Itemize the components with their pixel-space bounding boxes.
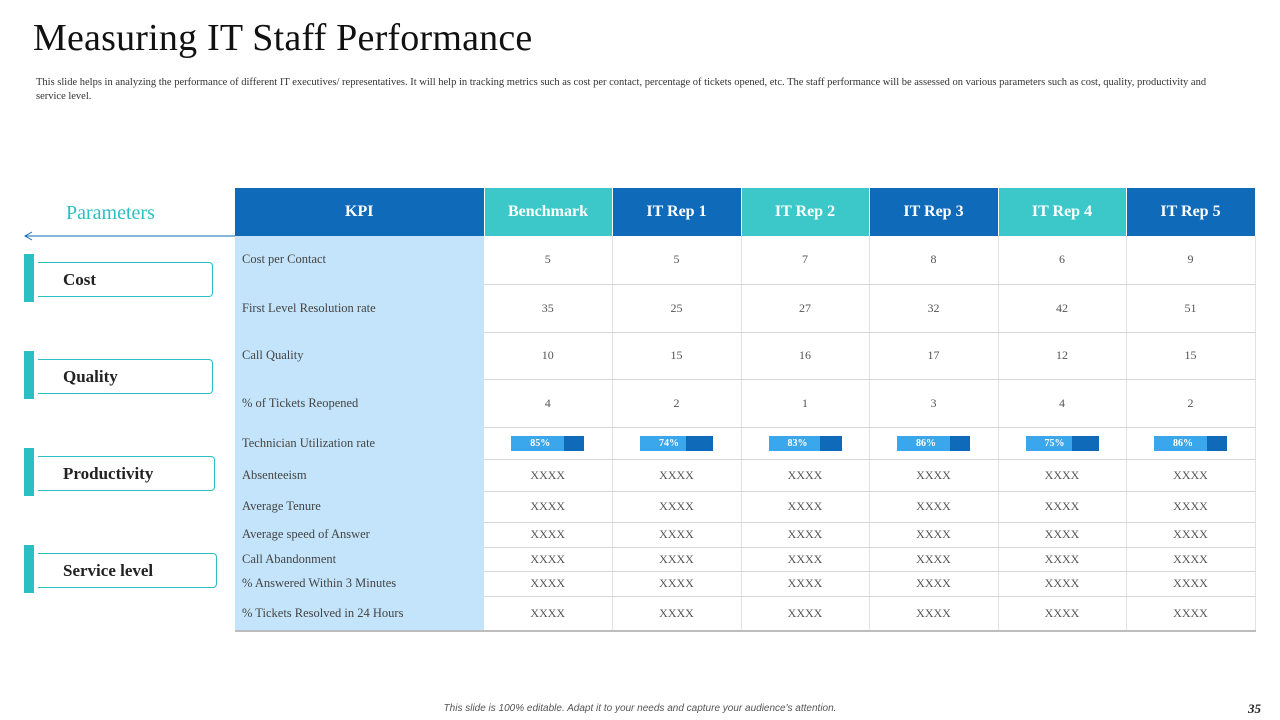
utilization-cell [1126, 427, 1255, 459]
kpi-value-cell: 12 [998, 332, 1126, 379]
utilization-value: 75% [1044, 437, 1065, 449]
utilization-value: 86% [1173, 437, 1193, 449]
utilization-cell [741, 427, 869, 459]
kpi-value-cell: 32 [869, 284, 998, 332]
table-row [235, 491, 1255, 522]
parameter-productivity [24, 448, 224, 496]
parameter-label: Productivity [63, 464, 154, 483]
parameter-accent-bar [24, 545, 34, 593]
utilization-cell [484, 427, 612, 459]
utilization-progress-bar [1154, 436, 1227, 451]
kpi-name-cell: Technician Utilization rate [235, 427, 484, 459]
kpi-value-cell: XXXX [869, 491, 998, 522]
kpi-value-cell: XXXX [998, 522, 1126, 547]
kpi-table [235, 188, 1256, 632]
kpi-name-cell: Average speed of Answer [235, 522, 484, 547]
utilization-value: 74% [659, 437, 679, 449]
kpi-value-cell: XXXX [484, 571, 612, 596]
kpi-value-cell: 25 [612, 284, 741, 332]
parameter-box [34, 359, 213, 394]
utilization-value: 85% [530, 437, 551, 449]
kpi-value-cell: XXXX [869, 522, 998, 547]
kpi-value-cell: XXXX [1126, 522, 1255, 547]
kpi-name-cell: First Level Resolution rate [235, 284, 484, 332]
header-it-rep-2: IT Rep 2 [741, 188, 869, 236]
kpi-value-cell: XXXX [741, 571, 869, 596]
table-row [235, 596, 1255, 631]
utilization-progress-bar [897, 436, 970, 451]
kpi-value-cell: XXXX [612, 547, 741, 571]
kpi-value-cell: 42 [998, 284, 1126, 332]
kpi-value-cell: 4 [484, 379, 612, 427]
kpi-name-cell: % Answered Within 3 Minutes [235, 571, 484, 596]
kpi-value-cell: XXXX [612, 596, 741, 631]
utilization-cell [612, 427, 741, 459]
utilization-progress-bar [1026, 436, 1099, 451]
kpi-value-cell: XXXX [998, 547, 1126, 571]
kpi-value-cell: 5 [484, 236, 612, 284]
kpi-value-cell: 2 [612, 379, 741, 427]
parameter-accent-bar [24, 351, 34, 399]
kpi-value-cell: 3 [869, 379, 998, 427]
slide-title: Measuring IT Staff Performance [33, 17, 533, 59]
table-row [235, 522, 1255, 547]
parameter-cost [24, 254, 224, 302]
kpi-value-cell: XXXX [484, 459, 612, 491]
table-row [235, 547, 1255, 571]
utilization-progress-bar [511, 436, 584, 451]
kpi-value-cell: 51 [1126, 284, 1255, 332]
kpi-value-cell: XXXX [998, 596, 1126, 631]
kpi-value-cell: XXXX [612, 491, 741, 522]
kpi-value-cell: XXXX [484, 596, 612, 631]
table-row [235, 236, 1255, 284]
kpi-value-cell: XXXX [869, 571, 998, 596]
kpi-value-cell: XXXX [1126, 596, 1255, 631]
kpi-value-cell: 10 [484, 332, 612, 379]
parameter-label: Cost [63, 270, 97, 289]
kpi-value-cell: 1 [741, 379, 869, 427]
kpi-name-cell: Absenteeism [235, 459, 484, 491]
slide-footer-note: This slide is 100% editable. Adapt it to your needs and capture your audience's attention. [443, 703, 837, 714]
page-number: 35 [1248, 701, 1261, 716]
parameter-box [34, 262, 213, 297]
kpi-name-cell: Average Tenure [235, 491, 484, 522]
kpi-value-cell: XXXX [998, 491, 1126, 522]
kpi-value-cell: XXXX [869, 547, 998, 571]
header-it-rep-4: IT Rep 4 [998, 188, 1126, 236]
parameters-title: Parameters [66, 202, 155, 224]
utilization-value: 83% [787, 437, 808, 449]
table-row [235, 379, 1255, 427]
kpi-value-cell: XXXX [484, 547, 612, 571]
header-it-rep-3: IT Rep 3 [869, 188, 998, 236]
parameter-accent-bar [24, 254, 34, 302]
kpi-value-cell: XXXX [1126, 459, 1255, 491]
utilization-cell [998, 427, 1126, 459]
table-row [235, 459, 1255, 491]
kpi-value-cell: XXXX [1126, 571, 1255, 596]
parameter-service-level [24, 545, 224, 593]
table-row [235, 284, 1255, 332]
kpi-value-cell: XXXX [741, 491, 869, 522]
kpi-value-cell: 5 [612, 236, 741, 284]
parameter-label: Service level [63, 561, 154, 580]
header-benchmark: Benchmark [484, 188, 612, 236]
kpi-value-cell: 8 [869, 236, 998, 284]
kpi-value-cell: 7 [741, 236, 869, 284]
kpi-value-cell: 27 [741, 284, 869, 332]
kpi-value-cell: XXXX [1126, 491, 1255, 522]
kpi-value-cell: 15 [1126, 332, 1255, 379]
kpi-value-cell: XXXX [998, 459, 1126, 491]
kpi-value-cell: XXXX [741, 547, 869, 571]
header-it-rep-1: IT Rep 1 [612, 188, 741, 236]
kpi-value-cell: 9 [1126, 236, 1255, 284]
kpi-value-cell: 16 [741, 332, 869, 379]
kpi-name-cell: % Tickets Resolved in 24 Hours [235, 596, 484, 631]
table-row [235, 571, 1255, 596]
header-it-rep-5: IT Rep 5 [1126, 188, 1255, 236]
kpi-value-cell: XXXX [741, 459, 869, 491]
kpi-name-cell: Cost per Contact [235, 236, 484, 284]
utilization-value: 86% [916, 437, 936, 449]
parameter-quality [24, 351, 224, 399]
kpi-value-cell: 35 [484, 284, 612, 332]
table-row [235, 427, 1255, 459]
kpi-value-cell: XXXX [612, 459, 741, 491]
table-row [235, 332, 1255, 379]
utilization-progress-bar [640, 436, 713, 451]
kpi-value-cell: 15 [612, 332, 741, 379]
kpi-value-cell: XXXX [484, 491, 612, 522]
utilization-cell [869, 427, 998, 459]
kpi-value-cell: XXXX [741, 522, 869, 547]
kpi-value-cell: 6 [998, 236, 1126, 284]
kpi-value-cell: XXXX [869, 596, 998, 631]
table-header-row [235, 188, 1255, 236]
kpi-value-cell: XXXX [1126, 547, 1255, 571]
utilization-progress-bar [769, 436, 842, 451]
kpi-value-cell: 2 [1126, 379, 1255, 427]
kpi-name-cell: % of Tickets Reopened [235, 379, 484, 427]
kpi-value-cell: 4 [998, 379, 1126, 427]
kpi-value-cell: XXXX [612, 571, 741, 596]
header-kpi: KPI [235, 188, 484, 236]
arrow-left-icon [22, 230, 236, 242]
kpi-value-cell: XXXX [612, 522, 741, 547]
kpi-name-cell: Call Abandonment [235, 547, 484, 571]
kpi-value-cell: 17 [869, 332, 998, 379]
slide-description: This slide helps in analyzing the performance of different IT executives/ representatives. It will help in tracking metrics such as cost per contact, percentage of tickets opened, etc. The staff performance will be assessed on various parameters such as cost, quality, productivity and service level. [36, 77, 1207, 102]
parameter-label: Quality [63, 367, 118, 386]
kpi-value-cell: XXXX [998, 571, 1126, 596]
kpi-name-cell: Call Quality [235, 332, 484, 379]
kpi-value-cell: XXXX [484, 522, 612, 547]
kpi-value-cell: XXXX [869, 459, 998, 491]
kpi-value-cell: XXXX [741, 596, 869, 631]
parameter-accent-bar [24, 448, 34, 496]
